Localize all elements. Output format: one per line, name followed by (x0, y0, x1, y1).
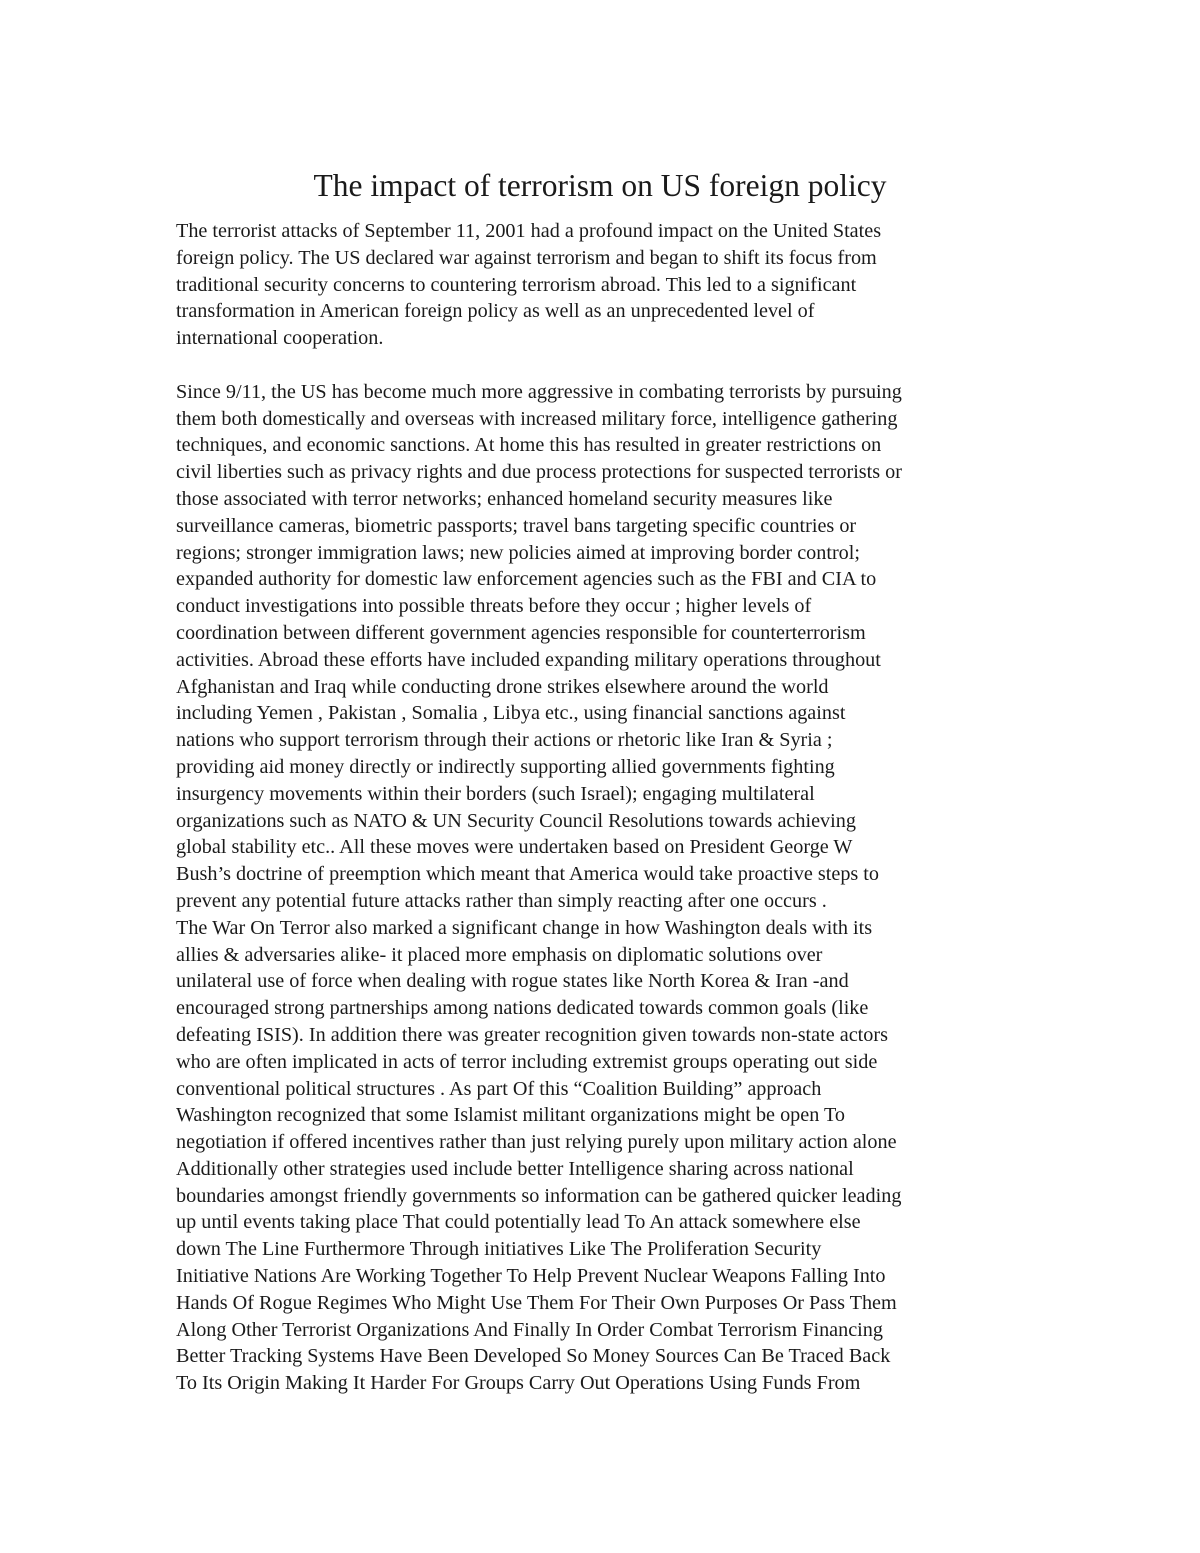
paragraph-line: allies & adversaries alike- it placed more emphasis on diplomatic solutions over (176, 943, 823, 966)
paragraph-line: transformation in American foreign policy as well as an unprecedented level of (176, 300, 815, 323)
paragraph-line: Hands Of Rogue Regimes Who Might Use Them For Their Own Purposes Or Pass Them (176, 1291, 897, 1314)
paragraph-line: global stability etc.. All these moves were undertaken based on President George W (176, 836, 853, 859)
paragraph-line: activities. Abroad these efforts have included expanding military operations throughout (176, 648, 881, 671)
paragraph-line: encouraged strong partnerships among nations dedicated towards common goals (like (176, 997, 869, 1020)
paragraph-line: organizations such as NATO & UN Security Council Resolutions towards achieving (176, 809, 856, 832)
paragraph-line: nations who support terrorism through their actions or rhetoric like Iran & Syria ; (176, 729, 833, 752)
paragraph-line: civil liberties such as privacy rights and due process protections for suspected terrorists or (176, 461, 902, 484)
paragraph-line: unilateral use of force when dealing with rogue states like North Korea & Iran -and (176, 970, 849, 993)
paragraph-line: surveillance cameras, biometric passports; travel bans targeting specific countries or (176, 514, 857, 537)
paragraph-line: Since 9/11, the US has become much more aggressive in combating terrorists by pursuing (176, 380, 902, 403)
paragraph-line: insurgency movements within their borders (such Israel); engaging multilateral (176, 782, 815, 805)
paragraph-line: prevent any potential future attacks rather than simply reacting after one occurs . (176, 889, 827, 912)
paragraph-line: negotiation if offered incentives rather than just relying purely upon military action alone (176, 1131, 897, 1154)
paragraph-line: conventional political structures . As part Of this “Coalition Building” approach (176, 1077, 822, 1100)
document-body (176, 218, 1036, 1397)
paragraph-line: The War On Terror also marked a significant change in how Washington deals with its (176, 916, 873, 939)
paragraph-line: regions; stronger immigration laws; new policies aimed at improving border control; (176, 541, 860, 564)
paragraph-line: techniques, and economic sanctions. At home this has resulted in greater restrictions on (176, 434, 882, 457)
paragraph-line: To Its Origin Making It Harder For Groups Carry Out Operations Using Funds From (176, 1372, 861, 1395)
paragraph-line: Along Other Terrorist Organizations And Finally In Order Combat Terrorism Financing (176, 1318, 883, 1341)
paragraph-line: conduct investigations into possible threats before they occur ; higher levels of (176, 595, 812, 618)
paragraph-line: Afghanistan and Iraq while conducting drone strikes elsewhere around the world (176, 675, 829, 698)
paragraph-line: The terrorist attacks of September 11, 2001 had a profound impact on the United States (176, 220, 882, 242)
paragraph-line: traditional security concerns to countering terrorism abroad. This led to a significant (176, 273, 857, 296)
paragraph-line: them both domestically and overseas with increased military force, intelligence gathering (176, 407, 898, 430)
paragraph (176, 218, 1036, 352)
document-title: The impact of terrorism on US foreign policy (313, 168, 887, 203)
paragraph-line: those associated with terror networks; enhanced homeland security measures like (176, 487, 833, 510)
paragraph-gap (176, 352, 1036, 379)
paragraph-line: down The Line Furthermore Through initiatives Like The Proliferation Security (176, 1238, 822, 1261)
paragraph-line: defeating ISIS). In addition there was greater recognition given towards non-state actors (176, 1023, 888, 1046)
paragraph-line: expanded authority for domestic law enforcement agencies such as the FBI and CIA to (176, 568, 877, 591)
paragraph-line: Washington recognized that some Islamist militant organizations might be open To (176, 1104, 846, 1127)
paragraph-line: foreign policy. The US declared war against terrorism and began to shift its focus from (176, 246, 877, 269)
paragraph-line: providing aid money directly or indirectly supporting allied governments fighting (176, 755, 835, 778)
paragraph-line: who are often implicated in acts of terror including extremist groups operating out side (176, 1050, 878, 1073)
paragraph-line: up until events taking place That could potentially lead To An attack somewhere else (176, 1211, 861, 1234)
paragraph-line: boundaries amongst friendly governments so information can be gathered quicker leading (176, 1184, 902, 1207)
paragraph-line: Better Tracking Systems Have Been Developed So Money Sources Can Be Traced Back (176, 1345, 891, 1368)
paragraph-line: Additionally other strategies used include better Intelligence sharing across national (176, 1157, 854, 1180)
paragraph-line: international cooperation. (176, 327, 384, 350)
paragraph-line: including Yemen , Pakistan , Somalia , Libya etc., using financial sanctions against (176, 702, 846, 725)
paragraph-line: Initiative Nations Are Working Together To Help Prevent Nuclear Weapons Falling Into (176, 1265, 886, 1288)
paragraph-line: Bush’s doctrine of preemption which meant that America would take proactive steps to (176, 863, 880, 886)
paragraph (176, 379, 1036, 1397)
paragraph-line: coordination between different government agencies responsible for counterterrorism (176, 621, 866, 644)
